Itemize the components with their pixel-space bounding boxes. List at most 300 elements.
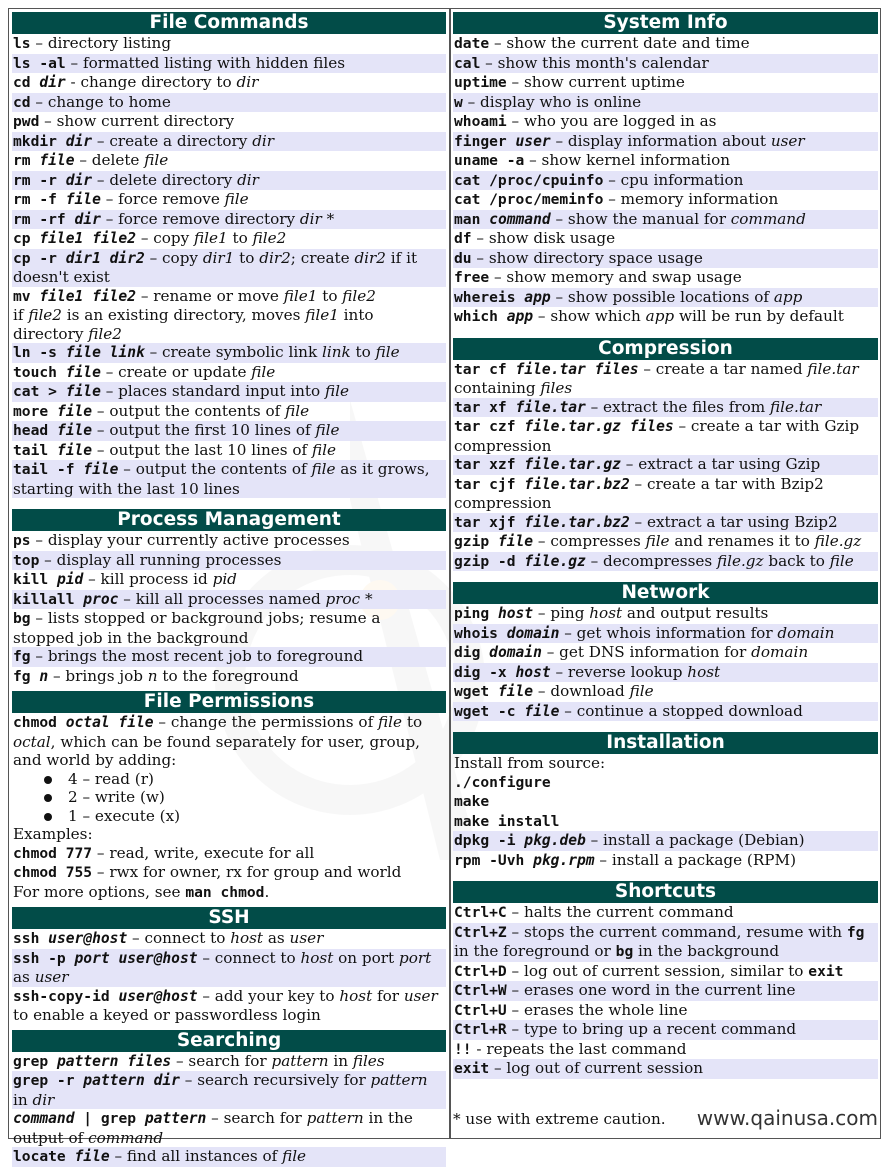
placeholder-text: file2 [342, 286, 376, 305]
placeholder-text: file.tar [770, 397, 822, 416]
command-text: fg [846, 923, 865, 941]
command-row [453, 643, 878, 663]
description-text: – show memory and swap usage [489, 268, 742, 286]
description-text: – brings job [48, 666, 148, 685]
argument-text: command [13, 1110, 75, 1127]
description-text: – extract a tar using Bzip2 [629, 512, 838, 531]
command-text: ps [13, 532, 31, 549]
section-title: Process Management [12, 509, 446, 531]
argument-text: octal file [65, 714, 154, 731]
command-row [12, 460, 446, 498]
description-text: Examples: [13, 825, 93, 843]
description-text: in [13, 1090, 33, 1109]
command-row [453, 288, 878, 308]
bullet-text: 4 – read (r) [68, 769, 154, 788]
argument-text: port user@host [74, 949, 198, 967]
command-row [453, 1040, 878, 1060]
section-compression [453, 338, 878, 583]
command-text: wget -c [454, 702, 525, 720]
command-text: ls -al [13, 54, 66, 72]
description-text: – search for [171, 1051, 272, 1070]
description-text: as it grows, starting with the last 10 lines [13, 460, 430, 498]
placeholder-text: file [285, 401, 310, 420]
command-row [12, 929, 446, 949]
argument-text: file [39, 152, 75, 169]
command-text: ping [454, 605, 498, 622]
command-row [12, 363, 446, 383]
placeholder-text: host [589, 604, 623, 622]
description-text: – read, write, execute for all [92, 843, 315, 862]
command-text: gzip -d [454, 552, 525, 570]
command-text: more [13, 402, 57, 420]
command-row [453, 1020, 878, 1040]
placeholder-text: dir1 [202, 248, 235, 267]
argument-text: host [515, 663, 551, 681]
site-url: www.qainusa.com [696, 1106, 878, 1130]
command-row [12, 229, 446, 249]
description-text: as [13, 968, 35, 986]
command-row [453, 552, 878, 572]
command-text: cat /proc/cpuinfo [454, 171, 604, 189]
description-text: – create or update [100, 362, 252, 381]
command-text: whois [454, 624, 507, 642]
description-text: if it doesn't exist [13, 248, 418, 286]
description-text: in the output of [13, 1109, 413, 1147]
description-text: – type to bring up a recent command [506, 1020, 797, 1038]
section-network [453, 582, 878, 732]
argument-text: file.tar.gz files [524, 418, 674, 435]
argument-text: domain [489, 644, 542, 661]
command-text: rm [13, 152, 40, 169]
command-text: bg [615, 943, 634, 960]
placeholder-text: dir2 [354, 248, 386, 267]
command-text: locate [13, 1148, 75, 1165]
placeholder-text: file2 [88, 324, 122, 343]
command-row [453, 73, 878, 93]
command-text: chmod 777 [13, 844, 93, 862]
argument-text: file.tar [515, 398, 586, 416]
command-row [12, 171, 446, 191]
placeholder-text: host [300, 948, 334, 967]
section-gap [453, 721, 878, 732]
command-text: make [454, 793, 490, 810]
placeholder-text: dir [299, 209, 322, 228]
description-text: – extract a tar using Gzip [620, 455, 821, 473]
command-row [453, 54, 878, 74]
description-text: – ping [533, 604, 590, 622]
command-row [12, 531, 446, 551]
argument-text: file [65, 363, 101, 381]
section-gap [12, 498, 446, 509]
command-row [12, 343, 446, 363]
command-row [12, 1147, 446, 1167]
section-title: Searching [12, 1030, 446, 1052]
placeholder-text: pattern [271, 1051, 329, 1070]
description-text: – output the contents of [92, 401, 286, 420]
argument-text: file1 file2 [39, 230, 137, 247]
description-text: in [328, 1051, 353, 1070]
command-text: Ctrl+D [454, 962, 507, 980]
command-text: grep -r [13, 1072, 84, 1089]
command-row [453, 249, 878, 269]
argument-text: file link [65, 344, 145, 361]
argument-text: pattern [144, 1110, 207, 1127]
command-row [453, 112, 878, 132]
description-text: – create a tar named [638, 359, 808, 378]
description-text: back to [763, 551, 830, 570]
description-text: . [264, 882, 270, 901]
description-text: – log out of current session, similar to [506, 961, 809, 980]
placeholder-text: file [282, 1147, 307, 1165]
command-text: rm -f [13, 191, 66, 208]
argument-text: file.tar.bz2 [524, 513, 630, 531]
command-text: tar czf [454, 418, 525, 435]
command-text: make install [454, 812, 560, 830]
description-text: – cpu information [603, 170, 744, 189]
command-row [12, 210, 446, 230]
command-text: tar xf [454, 398, 516, 416]
description-text: – show the manual for [550, 209, 731, 228]
placeholder-text: dir [236, 73, 259, 91]
section-gap [453, 327, 878, 338]
description-text: and output results [622, 604, 769, 622]
argument-text: file.tar files [515, 360, 639, 378]
command-row [453, 923, 878, 962]
section-file-commands [12, 12, 446, 509]
description-text: containing [454, 379, 541, 397]
description-text: to [317, 286, 343, 305]
command-row [453, 93, 878, 113]
placeholder-text: dir [32, 1090, 55, 1109]
command-row [453, 417, 878, 455]
argument-text: file1 file2 [39, 287, 137, 305]
command-row [12, 441, 446, 461]
command-text: !! [454, 1040, 472, 1058]
section-title: File Commands [12, 12, 446, 34]
command-text: tail -f [13, 461, 84, 478]
argument-text: dir [65, 132, 93, 150]
command-text: rm -r [13, 171, 66, 189]
command-text: tar cf [454, 360, 516, 378]
section-title: Network [453, 582, 878, 604]
description-text: – display information about [550, 131, 771, 150]
argument-text: dir1 dir2 [65, 249, 145, 267]
command-text: man chmod [185, 883, 265, 901]
command-row [12, 590, 446, 610]
placeholder-text: file [224, 190, 249, 208]
argument-text: file.tar.gz [524, 456, 621, 473]
command-text: exit [808, 962, 844, 980]
placeholder-text: files [540, 379, 573, 397]
description-text: – show which [533, 307, 646, 325]
section-shortcuts [453, 881, 878, 1079]
description-text: – brings the most recent job to foreground [30, 647, 364, 665]
description-text: – show directory space usage [471, 248, 703, 267]
placeholder-text: file1 [305, 306, 339, 324]
placeholder-text: dir [237, 170, 259, 189]
command-row [12, 421, 446, 441]
description-text: – delete directory [92, 170, 238, 189]
description-text: to enable a keyed or passwordless login [13, 1006, 321, 1024]
argument-text: file [497, 533, 534, 550]
command-text: uname -a [454, 152, 525, 169]
command-text: tail [13, 441, 57, 459]
description-text: - change directory to [65, 73, 237, 91]
command-text: mv [13, 287, 40, 305]
command-row [453, 475, 878, 513]
description-text: – show the current date and time [489, 34, 750, 52]
command-row [12, 287, 446, 344]
command-text: Ctrl+Z [454, 923, 507, 941]
placeholder-text: user [770, 131, 805, 150]
command-text: top [13, 551, 40, 569]
command-row [12, 34, 446, 54]
description-text: - repeats the last command [471, 1039, 687, 1058]
description-text: – who you are logged in as [506, 112, 717, 130]
description-text: – connect to [127, 929, 231, 947]
placeholder-text: dir2 [259, 248, 291, 267]
placeholder-text: domain [777, 623, 835, 642]
command-row [12, 647, 446, 667]
description-text: to [402, 713, 423, 731]
command-row [453, 981, 878, 1001]
placeholder-text: file [829, 551, 854, 570]
description-text: – connect to [197, 948, 301, 967]
description-text: – download [533, 682, 630, 700]
command-row [453, 513, 878, 533]
description-text: Install from source: [454, 754, 606, 772]
bullet-text: 1 – execute (x) [68, 806, 181, 825]
command-text: ssh-copy-id [13, 987, 119, 1005]
placeholder-text: file [251, 362, 276, 381]
command-text: w [454, 93, 463, 111]
description-text: to [227, 229, 253, 247]
command-text: touch [13, 363, 66, 381]
command-text: du [454, 249, 472, 267]
description-text: – create a tar with Gzip compression [454, 417, 860, 455]
description-text: – display all running processes [39, 550, 282, 569]
command-row [12, 54, 446, 74]
description-text: – show current uptime [506, 73, 685, 91]
placeholder-text: file1 [283, 286, 318, 305]
command-text: Ctrl+R [454, 1021, 507, 1038]
section-system-info [453, 12, 878, 338]
description-text: – create a directory [92, 131, 253, 150]
description-text: – display your currently active processes [30, 531, 350, 549]
placeholder-text: command [730, 209, 806, 228]
command-text: dpkg -i [454, 832, 525, 849]
command-row [12, 93, 446, 113]
argument-text: dir [39, 74, 66, 91]
description-text: if [13, 306, 29, 324]
command-text: dig [454, 644, 490, 661]
description-text: – kill all processes named [118, 589, 326, 608]
description-text: – force remove [100, 190, 225, 208]
description-text: – rename or move [136, 286, 284, 305]
command-row [453, 792, 878, 812]
command-row [453, 624, 878, 644]
bullet-item [12, 770, 446, 789]
description-text: for [372, 986, 404, 1005]
description-text: * [321, 209, 335, 228]
command-row [12, 949, 446, 987]
placeholder-text: pattern [370, 1071, 428, 1089]
command-text: ls [13, 35, 31, 52]
section-process-management [12, 509, 446, 691]
placeholder-text: file [311, 460, 336, 478]
command-text: cp -r [13, 249, 66, 267]
permission-bullets [12, 770, 446, 826]
command-row [453, 455, 878, 475]
description-text: and renames it to [669, 532, 815, 550]
placeholder-text: file.tar [807, 359, 859, 378]
description-text: For more options, see [13, 882, 186, 901]
command-row [453, 34, 878, 54]
description-text: on port [333, 948, 399, 967]
description-text: – memory information [603, 190, 779, 208]
command-text: whereis [454, 288, 525, 306]
command-text: finger [454, 132, 516, 150]
command-row [12, 132, 446, 152]
argument-text: domain [506, 624, 560, 642]
placeholder-text: pid [212, 570, 237, 588]
command-text: rpm -Uvh [454, 851, 534, 869]
description-text: into directory [13, 306, 374, 343]
command-text: date [454, 35, 490, 52]
argument-text: pattern dir [83, 1072, 180, 1089]
description-text: – create symbolic link [144, 343, 322, 361]
argument-text: user@host [48, 930, 128, 947]
section-ssh [12, 907, 446, 1030]
command-row [453, 210, 878, 230]
placeholder-text: file [645, 532, 670, 550]
description-text: – search recursively for [179, 1071, 371, 1089]
command-text: gzip [454, 533, 498, 550]
argument-text: file [56, 422, 93, 439]
command-row [12, 402, 446, 422]
argument-text: dir [74, 210, 101, 228]
command-row [12, 570, 446, 590]
command-text: ./configure [454, 773, 551, 791]
description-text: – places standard input into [100, 382, 325, 400]
command-text: Ctrl+W [454, 982, 507, 999]
placeholder-text: file2 [28, 306, 62, 324]
command-row [453, 360, 878, 398]
description-text: – delete [74, 151, 145, 169]
command-row [453, 398, 878, 418]
command-text: | grep [74, 1110, 145, 1127]
description-text: – show possible locations of [550, 287, 774, 306]
command-text: mkdir [13, 132, 66, 150]
command-row [12, 190, 446, 210]
description-text: as [263, 929, 290, 947]
command-row [12, 112, 446, 132]
command-row [453, 754, 878, 773]
command-row [12, 1071, 446, 1109]
command-text: cat > [13, 383, 66, 400]
command-text: pwd [13, 113, 40, 130]
argument-text: file [497, 683, 534, 700]
placeholder-text: octal [13, 732, 51, 751]
example-row [12, 844, 446, 864]
placeholder-text: app [645, 307, 675, 325]
command-row [12, 382, 446, 402]
command-row [453, 773, 878, 793]
command-row [453, 268, 878, 288]
command-text: cd [13, 93, 31, 111]
command-text: grep [13, 1052, 57, 1070]
command-text: cat /proc/meminfo [454, 191, 604, 208]
placeholder-text: user [403, 986, 438, 1005]
command-text: Ctrl+C [454, 904, 507, 921]
command-text: ssh [13, 930, 49, 947]
argument-text: proc [83, 590, 119, 608]
description-text: – install a package (RPM) [594, 850, 796, 869]
command-row [12, 249, 446, 287]
command-text: dig -x [454, 663, 516, 681]
placeholder-text: file [324, 382, 349, 400]
description-text: – output the last 10 lines of [92, 440, 312, 459]
description-text: to [350, 343, 376, 361]
description-text: to [234, 248, 260, 267]
left-column [12, 12, 446, 1167]
argument-text: app [506, 308, 534, 325]
placeholder-text: file.gz [814, 532, 862, 550]
argument-text: app [524, 288, 551, 306]
argument-text: file.tar.bz2 [524, 475, 630, 493]
argument-text: command [489, 210, 551, 228]
command-text: wget [454, 683, 498, 700]
command-row [12, 1109, 446, 1147]
command-text: ln -s [13, 344, 66, 361]
description-text: , which can be found separately for user, group, and world by adding: [13, 732, 421, 769]
description-text: – show disk usage [471, 229, 616, 247]
description-text: – decompresses [585, 551, 717, 570]
command-text: df [454, 230, 472, 247]
description-text: in the background [633, 942, 780, 960]
description-text: – get DNS information for [541, 643, 752, 661]
description-text: – get whois information for [559, 623, 778, 642]
footer [453, 1108, 880, 1132]
bullet-text: 2 – write (w) [68, 788, 165, 806]
command-text: exit [454, 1060, 490, 1077]
placeholder-text: file [378, 713, 403, 731]
column-divider [449, 8, 451, 1139]
command-text: chmod [13, 714, 66, 731]
description-text: – search for [206, 1109, 307, 1127]
placeholder-text: user [289, 929, 324, 947]
placeholder-text: files [352, 1051, 385, 1070]
section-gap [453, 571, 878, 582]
example-row [12, 825, 446, 844]
placeholder-text: user [34, 968, 69, 986]
placeholder-text: file [629, 682, 654, 700]
argument-text: user@host [118, 987, 198, 1005]
description-text: – continue a stopped download [559, 701, 803, 720]
section-title: SSH [12, 907, 446, 929]
description-text: – find all instances of [109, 1147, 283, 1165]
description-text: – directory listing [30, 34, 172, 52]
description-text: – copy [136, 229, 195, 247]
description-text: in the foreground or [454, 942, 616, 960]
command-row [12, 987, 446, 1025]
argument-text: file [56, 441, 93, 459]
command-row [453, 229, 878, 249]
argument-text: pkg.rpm [533, 851, 595, 869]
command-text: kill [13, 571, 57, 588]
command-text: rm -rf [13, 210, 75, 228]
command-row [12, 1052, 446, 1072]
